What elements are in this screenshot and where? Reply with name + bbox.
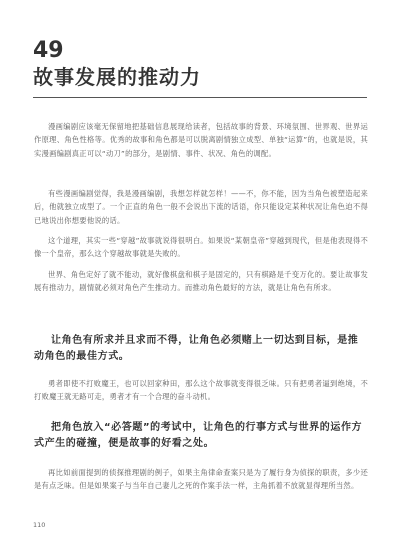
body-paragraph: 世界、角色定好了就不能动，就好像棋盘和棋子是固定的，只有棋路是千变万化的。要让故事发展有推动力，剧情就必须对角色产生推动力。而推动角色最好的方法，就是让角色有所求。 bbox=[34, 270, 368, 293]
page-number: 110 bbox=[33, 521, 46, 529]
highlight-quote: 把角色放入“必答题”的考试中，让角色的行事方式与世界的运作方式产生的碰撞，便是故事的好看之处。 bbox=[34, 422, 363, 449]
body-paragraph: 再比如前面提到的侦探推理剧的例子，如果主角律命查案只是为了履行身为侦探的职责，多少还是有点乏味。但是如果案子与当年自己妻儿之死的作案手法一样，主角抓着不放就显得理所当然。 bbox=[34, 468, 368, 491]
body-paragraph: 有些漫画编剧觉得，我是漫画编剧，我想怎样就怎样！——不，你不能，因为当角色被塑造起来后，他就独立成型了。一个正直的角色一般不会说出下流的话语，你只能设定某种状况让角色迫不得已地说出你想要他说的话。 bbox=[34, 189, 368, 225]
chapter-title: 故事发展的推动力 bbox=[33, 65, 201, 89]
body-paragraph: 这个道理，其实一些“穿越”故事就说得很明白。如果说“某朝皇帝”穿越到现代，但是他表现得不像一个皇帝，那么这个穿越故事就是失败的。 bbox=[34, 236, 368, 259]
body-paragraph: 漫画编剧应该毫无保留地把基础信息展现给读者，包括故事的背景、环境氛围、世界观、世界运作原理、角色性格等。优秀的故事和角色都是可以脱离剧情独立成型、单独“运算”的，也就是说，其实漫画编剧真正可以“动刀”的部分，是剧情、事件、状况、角色的调配。 bbox=[34, 122, 368, 158]
body-paragraph: 勇者即使不打败魔王，也可以回家种田，那么这个故事就变得很乏味。只有把勇者逼到绝境，不打败魔王就无路可走，勇者才有一个合理的奋斗动机。 bbox=[34, 379, 368, 402]
chapter-number: 49 bbox=[33, 38, 64, 63]
title-divider bbox=[33, 97, 367, 98]
highlight-quote: 让角色有所求并且求而不得，让角色必须赌上一切达到目标，是推动角色的最佳方式。 bbox=[34, 335, 359, 362]
